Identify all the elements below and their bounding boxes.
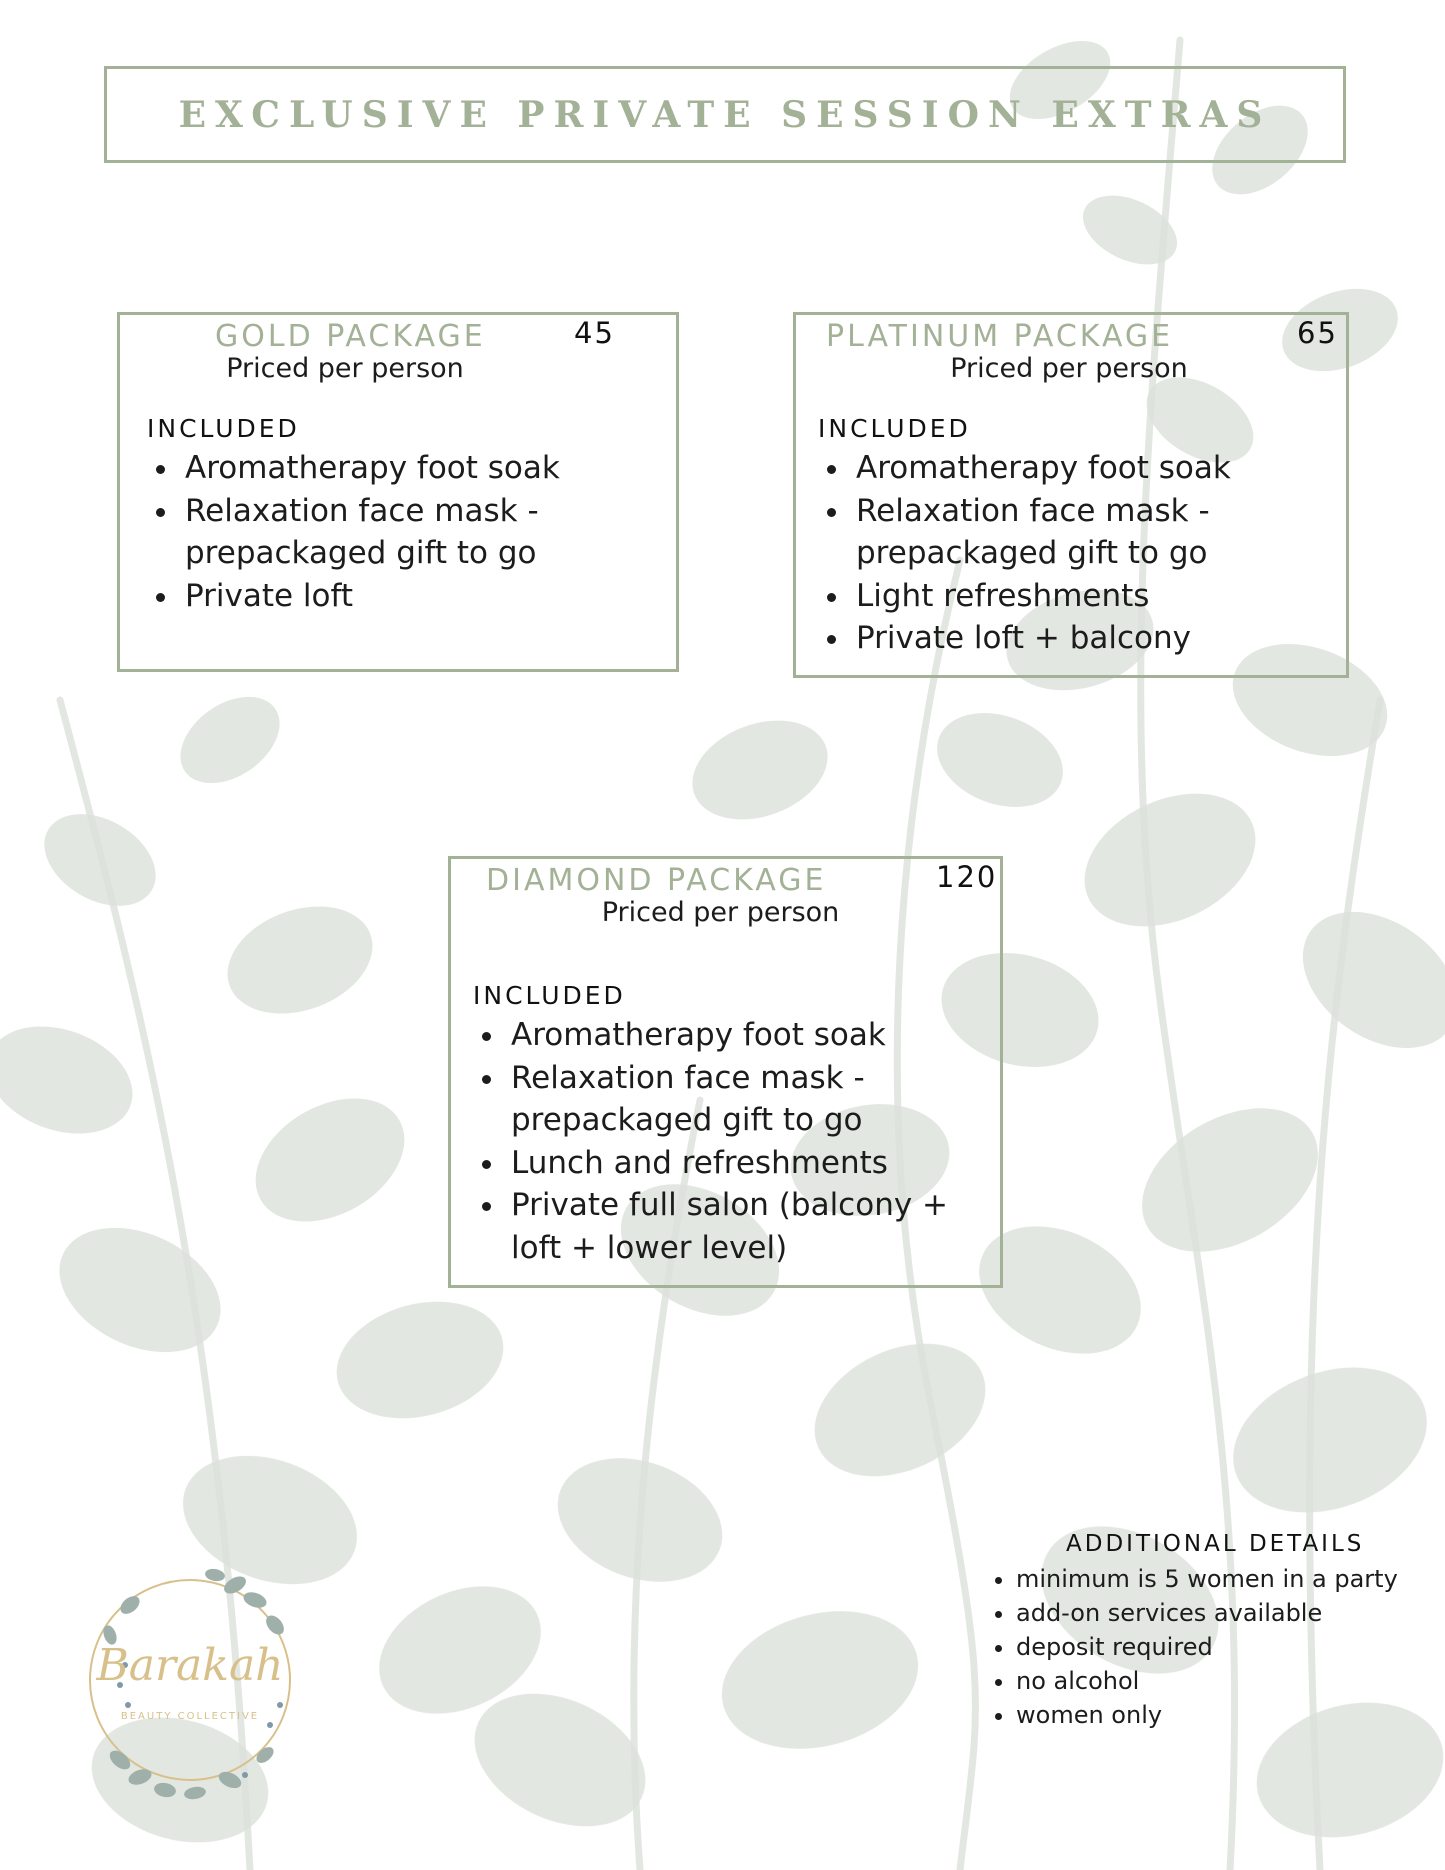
additional-details-heading: ADDITIONAL DETAILS [1066, 1531, 1365, 1557]
list-item: • Relaxation face mask - prepackaged gift to go [181, 490, 641, 575]
package-name: GOLD PACKAGE [215, 319, 486, 354]
package-subtitle: Priced per person [226, 353, 464, 384]
list-item: • Aromatherapy foot soak [181, 447, 641, 490]
additional-details-list [986, 1562, 1398, 1732]
list-item: • Aromatherapy foot soak [852, 447, 1312, 490]
list-item: • deposit required [1016, 1630, 1398, 1664]
list-item: • Private loft + balcony [852, 617, 1312, 660]
svg-text:BEAUTY COLLECTIVE: BEAUTY COLLECTIVE [120, 1711, 260, 1722]
list-item: • women only [1016, 1698, 1398, 1732]
list-item: • Private full salon (balcony + loft + lower level) [507, 1184, 977, 1269]
page-title: EXCLUSIVE PRIVATE SESSION EXTRAS [178, 93, 1272, 136]
gold-package-card [117, 312, 679, 672]
included-list [473, 1014, 977, 1269]
list-item: • Light refreshments [852, 575, 1312, 618]
included-list [818, 447, 1312, 660]
package-name: DIAMOND PACKAGE [486, 863, 827, 898]
list-item: • Aromatherapy foot soak [507, 1014, 977, 1057]
barakah-logo [70, 1545, 310, 1815]
package-subtitle: Priced per person [950, 353, 1188, 384]
list-item: • no alcohol [1016, 1664, 1398, 1698]
package-price: 120 [936, 860, 998, 894]
package-name: PLATINUM PACKAGE [826, 319, 1174, 354]
list-item: • Private loft [181, 575, 641, 618]
title-banner [104, 66, 1346, 163]
included-label: INCLUDED [473, 981, 626, 1010]
package-subtitle: Priced per person [601, 897, 840, 928]
platinum-package-card [793, 312, 1349, 678]
package-price: 45 [574, 316, 615, 350]
list-item: • add-on services available [1016, 1596, 1398, 1630]
package-price: 65 [1297, 316, 1338, 350]
included-list [147, 447, 641, 617]
included-label: INCLUDED [147, 414, 300, 443]
list-item: • Lunch and refreshments [507, 1142, 977, 1185]
list-item: • Relaxation face mask - prepackaged gift to go [852, 490, 1312, 575]
diamond-package-card [448, 856, 1003, 1288]
list-item: • minimum is 5 women in a party [1016, 1562, 1398, 1596]
included-label: INCLUDED [818, 414, 971, 443]
svg-text:Barakah: Barakah [96, 1640, 284, 1691]
list-item: • Relaxation face mask - prepackaged gift to go [507, 1057, 977, 1142]
